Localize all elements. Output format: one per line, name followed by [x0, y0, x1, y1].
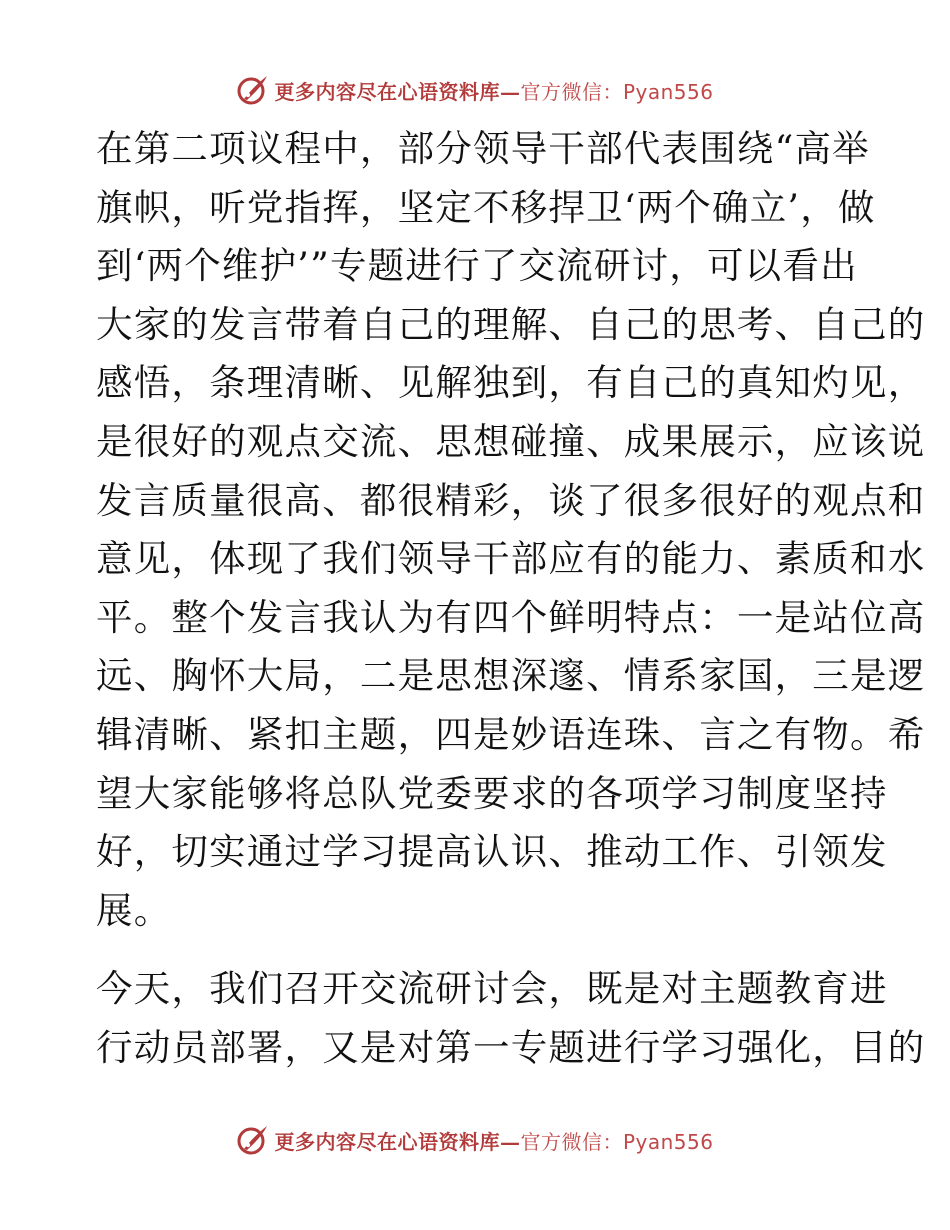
text-line: 行动员部署，又是对第一专题进行学习强化，目的	[96, 1025, 926, 1069]
text-line: 好，切实通过学习提高认识、推动工作、引领发	[96, 830, 888, 874]
text-line: 远、胸怀大局，二是思想深邃、情系家国，三是逻	[96, 654, 926, 698]
quill-pen-logo-icon	[236, 73, 270, 107]
text-line: 辑清晰、紧扣主题，四是妙语连珠、言之有物。希	[96, 712, 926, 756]
header-banner-wechat: 官方微信：Pyan556	[520, 79, 714, 104]
header-banner-main: 更多内容尽在心语资料库	[274, 79, 500, 104]
footer-banner	[0, 1120, 950, 1160]
footer-banner-text	[274, 1126, 713, 1155]
footer-banner-main: 更多内容尽在心语资料库	[274, 1129, 500, 1154]
text-line: 旗帜，听党指挥，坚定不移捍卫‘两个确立’，做	[96, 185, 876, 229]
text-line: 在第二项议程中，部分领导干部代表围绕“高举	[96, 127, 870, 170]
text-line: 是很好的观点交流、思想碰撞、成果展示，应该说	[96, 419, 926, 463]
text-line: 展。	[96, 888, 172, 932]
footer-banner-dash: —	[499, 1129, 521, 1154]
paragraph-2	[96, 960, 926, 1077]
paragraph-1	[96, 120, 926, 940]
quill-pen-logo-icon	[236, 1123, 270, 1157]
text-line: 发言质量很高、都很精彩，谈了很多很好的观点和	[96, 478, 926, 522]
text-line: 感悟，条理清晰、见解独到，有自己的真知灼见，	[96, 361, 926, 405]
header-banner-text	[274, 76, 713, 105]
text-line: 意见，体现了我们领导干部应有的能力、素质和水	[96, 537, 926, 581]
text-line: 望大家能够将总队党委要求的各项学习制度坚持	[96, 771, 888, 815]
header-banner	[0, 70, 950, 110]
text-line: 平。整个发言我认为有四个鲜明特点：一是站位高	[96, 595, 926, 639]
footer-banner-wechat: 官方微信：Pyan556	[520, 1129, 714, 1154]
header-banner-dash: —	[499, 79, 521, 104]
text-line: 到‘两个维护’”专题进行了交流研讨，可以看出	[96, 244, 858, 288]
text-line: 今天，我们召开交流研讨会，既是对主题教育进	[96, 967, 888, 1011]
text-line: 大家的发言带着自己的理解、自己的思考、自己的	[96, 302, 926, 346]
document-body	[96, 120, 926, 1078]
